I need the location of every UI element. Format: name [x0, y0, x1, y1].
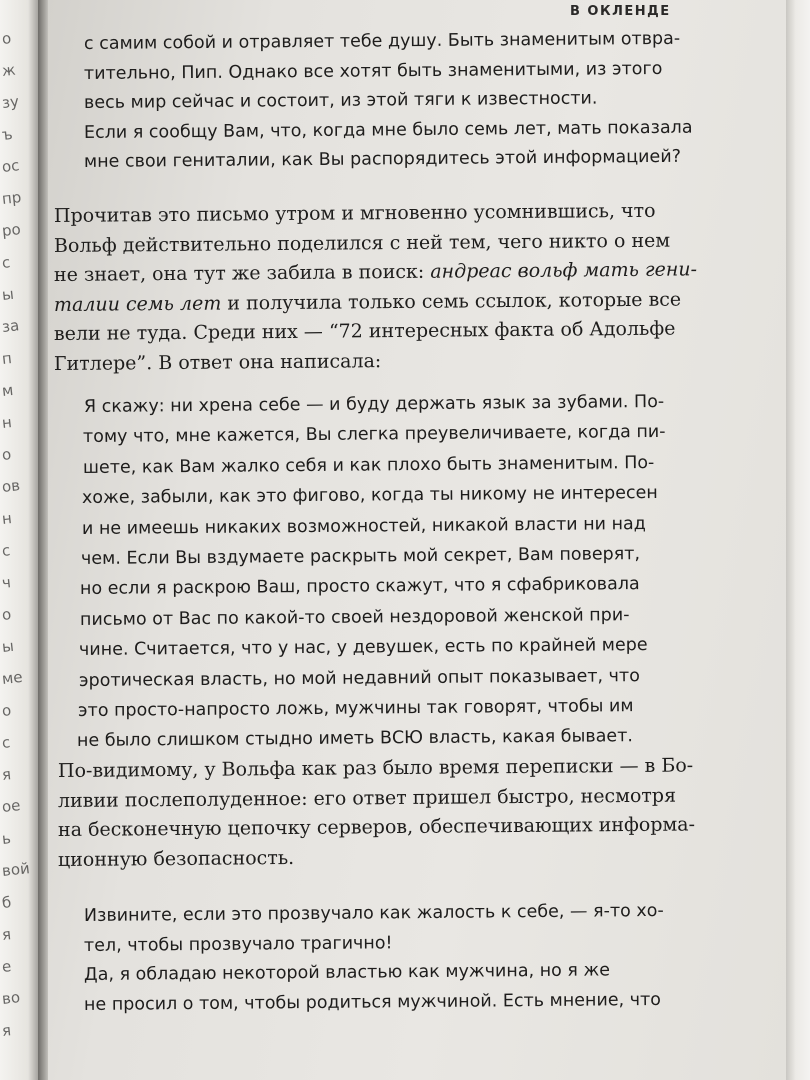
left-page-text-fragment: с: [1, 541, 12, 560]
left-page-text-fragment: ы: [1, 284, 15, 304]
left-page-text-fragment: е: [1, 957, 13, 976]
left-page-text-fragment: ы: [1, 636, 15, 656]
text-line: с самим собой и отравляет тебе душу. Быть знаменитым отвра-: [83, 28, 681, 54]
text-line: Вольф действительно поделился с ней тем, чего никто о нем: [53, 229, 671, 257]
text-line: мне свои гениталии, как Вы распорядитесь этой информацией?: [83, 146, 682, 172]
left-page-text-fragment: вой: [1, 859, 31, 880]
left-page-text-fragment: п: [1, 349, 13, 368]
text-line: весь мир сейчас и состоит, из этой тяги к известности.: [83, 88, 598, 113]
left-page-text-fragment: я: [1, 765, 12, 784]
italic-search-query: андреас вольф мать гени-: [430, 258, 698, 283]
left-page-text-fragment: ое: [1, 796, 22, 816]
text-line: тительно, Пип. Однако все хотят быть знаменитыми, из этого: [83, 58, 663, 84]
left-page-text-fragment: о: [1, 605, 13, 624]
left-page-text-fragment: ъ: [1, 124, 14, 144]
text-line: чине. Считается, что у нас, у девушек, есть по крайней мере: [79, 635, 648, 661]
text-line: письмо от Вас по какой-то своей нездоровой женской при-: [79, 605, 630, 630]
text-line: это просто-напросто ложь, мужчины так говорят, чтобы им: [77, 696, 634, 721]
text-line: Да, я обладаю некоторой властью как мужчина, но я же: [83, 960, 611, 985]
left-page-text-fragment: о: [1, 29, 13, 48]
left-page-text-fragment: ж: [1, 60, 17, 80]
left-page-text-fragment: ро: [1, 220, 22, 240]
text-line: тому что, мне кажется, Вы слегка преувеличиваете, когда пи-: [83, 422, 667, 448]
left-page-text-fragment: с: [1, 733, 12, 752]
left-page-text-fragment: н: [1, 509, 13, 528]
left-page-text-fragment: зу: [1, 92, 20, 112]
left-page-text-fragment: ч: [1, 573, 12, 592]
left-page-text-fragment: за: [1, 316, 21, 336]
text-line: Гитлере”. В ответ она написала:: [53, 350, 382, 375]
left-page-text-fragment: я: [1, 925, 12, 944]
text-run: и получила только семь ссылок, которые все: [221, 288, 682, 315]
text-line: шете, как Вам жалко себя и как плохо быть знаменитым. По-: [82, 452, 655, 478]
left-page-edge: [0, 0, 40, 1080]
text-line: не просил о том, чтобы родиться мужчиной. Есть мнение, что: [83, 989, 662, 1015]
left-page-text-fragment: о: [1, 701, 13, 720]
left-page-text-fragment: во: [1, 988, 21, 1008]
left-page-text-fragment: с: [1, 253, 12, 272]
left-page-text-fragment: о: [1, 445, 13, 464]
left-page-text-fragment: ов: [1, 476, 21, 496]
text-line: вели не туда. Среди них — “72 интересных факта об Адольфе: [53, 317, 676, 346]
text-line: чем. Если Вы вздумаете раскрыть мой секрет, Вам поверят,: [80, 544, 641, 569]
text-line: хоже, забыли, как это фигово, когда ты никому не интересен: [82, 483, 659, 509]
text-line: Я скажу: ни хрена себе — и буду держать язык за зубами. По-: [83, 391, 665, 417]
text-line: ционную безопасность.: [57, 846, 295, 871]
left-page-text-fragment: я: [1, 1021, 12, 1040]
text-line: Прочитав это письмо утром и мгновенно усомнившись, что: [53, 199, 656, 227]
text-line: на бесконечную цепочку серверов, обеспечивающих информа-: [57, 813, 696, 841]
text-line: не было слишком стыдно иметь ВСЮ власть, какая бывает.: [77, 726, 634, 752]
left-page-text-fragment: м: [1, 380, 15, 400]
left-page-text-fragment: ме: [1, 667, 24, 688]
text-line: и не имеешь никаких возможностей, никакой власти ни над: [81, 513, 646, 539]
left-page-text-fragment: пр: [1, 188, 23, 208]
page-edge: [786, 0, 810, 1080]
left-page-text-fragment: б: [1, 893, 13, 912]
text-line: Если я сообщу Вам, что, когда мне было семь лет, мать показала: [83, 117, 693, 143]
text-line: но если я раскрою Ваш, просто скажут, что я сфабриковала: [80, 574, 641, 600]
italic-search-query: талии семь лет: [53, 292, 222, 316]
running-head: В ОКЛЕНДЕ: [570, 4, 671, 19]
text-line: По-видимому, у Вольфа как раз было время переписки — в Бо-: [57, 754, 694, 782]
text-line: эротическая власть, но мой недавний опыт показывает, что: [78, 665, 640, 691]
left-page-text-fragment: н: [1, 413, 13, 432]
text-line: ливии послеполуденное: его ответ пришел быстро, несмотря: [57, 784, 677, 812]
text-line: Извините, если это прозвучало как жалость к себе, — я-то хо-: [83, 900, 664, 926]
text-line: тел, чтобы прозвучало трагично!: [83, 932, 393, 956]
left-page-text-fragment: ос: [1, 156, 21, 176]
left-page-text-fragment: ь: [1, 829, 12, 848]
text-run: не знает, она тут же забила в поиск:: [53, 260, 431, 287]
